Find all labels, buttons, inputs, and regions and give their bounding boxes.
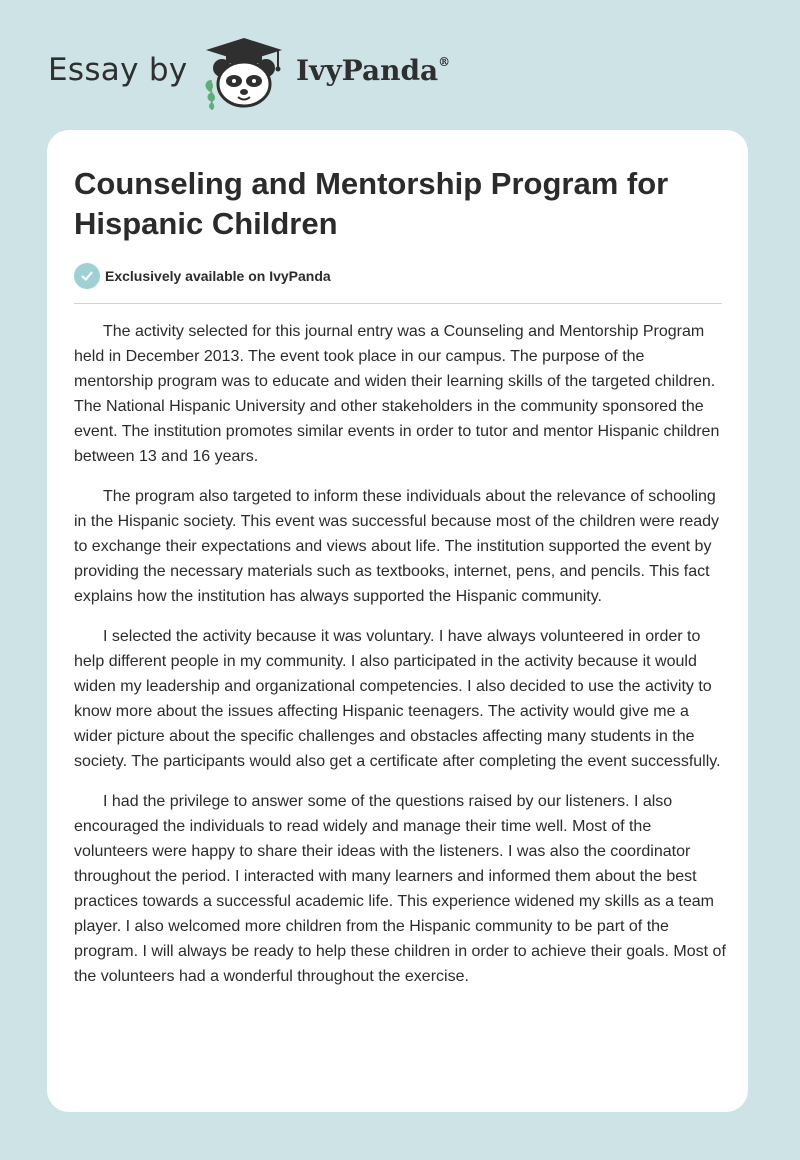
divider	[74, 303, 722, 304]
paragraph: I selected the activity because it was voluntary. I have always volunteered in order to help different people in my community. I also participated in the activity because it would widen my leadership and organizational competencies. I also decided to use the activity to know more about the issues affecting Hispanic teenagers. The activity would give me a wider picture about the specific challenges and obstacles affecting many students in the society. The participants would also get a certificate after completing the event successfully.	[74, 628, 721, 770]
registered-mark: ®	[438, 54, 451, 69]
paragraph: The program also targeted to inform these individuals about the relevance of schooling in the Hispanic society. This event was successful because most of the children were ready to exchange their expectations and views about life. The institution supported the event by providing the necessary materials such as textbooks, internet, pens, and pencils. This fact explains how the institution has always supported the Hispanic community.	[74, 488, 720, 605]
page-title: Counseling and Mentorship Program for Hispanic Children	[74, 166, 669, 241]
paragraph: The activity selected for this journal entry was a Counseling and Mentorship Program held in December 2013. The event took place in our campus. The purpose of the mentorship program was to educate and widen their learning skills of the targeted children. The National Hispanic University and other stakeholders in the community sponsored the event. The institution promotes similar events in order to tutor and mentor Hispanic children between 13 and 16 years.	[74, 323, 720, 465]
exclusive-badge	[74, 263, 331, 289]
essay-by-label: Essay by	[48, 52, 188, 88]
badge-label: Exclusively available on IvyPanda	[105, 268, 331, 284]
brand-name[interactable]: IvyPanda®	[296, 54, 451, 87]
essay-card	[47, 130, 748, 1112]
essay-body	[74, 319, 726, 1004]
check-icon	[74, 263, 100, 289]
panda-logo-icon[interactable]	[200, 36, 288, 112]
site-header	[48, 34, 508, 114]
paragraph: I had the privilege to answer some of the questions raised by our listeners. I also encouraged the individuals to read widely and manage their time well. Most of the volunteers were happy to share their ideas with the listeners. I was also the coordinator throughout the period. I interacted with many learners and informed them about the best practices towards a successful academic life. This experience widened my skills as a team player. I also welcomed more children from the Hispanic community to be part of the program. I will always be ready to help these children in order to achieve their goals. Most of the volunteers had a wonderful throughout the exercise.	[74, 793, 726, 985]
